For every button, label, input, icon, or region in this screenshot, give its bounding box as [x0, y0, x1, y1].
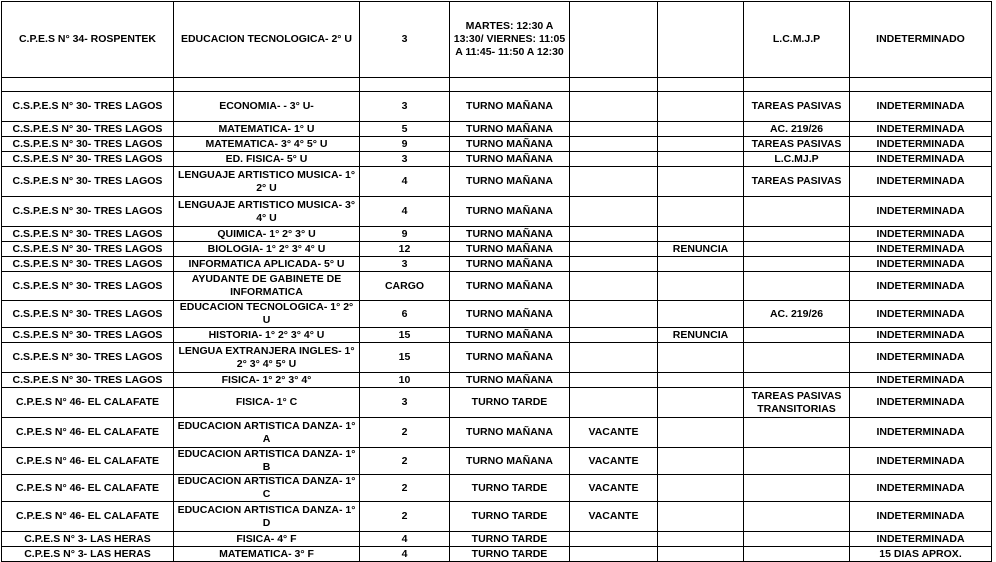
school-cell: C.P.E.S N° 34- ROSPENTEK — [2, 2, 174, 78]
hours-cell: 10 — [360, 373, 450, 388]
leave-type-cell — [744, 475, 850, 502]
leave-type-cell — [744, 448, 850, 475]
vacancy-status-cell — [570, 547, 658, 562]
school-cell: C.P.E.S N° 46- EL CALAFATE — [2, 388, 174, 418]
duration-cell: INDETERMINADA — [850, 328, 992, 343]
duration-cell: INDETERMINADA — [850, 418, 992, 448]
duration-cell: INDETERMINADA — [850, 167, 992, 197]
table-row — [2, 532, 992, 547]
duration-cell: INDETERMINADA — [850, 137, 992, 152]
leave-type-cell — [744, 78, 850, 92]
duration-cell: INDETERMINADA — [850, 257, 992, 272]
resignation-cell — [658, 418, 744, 448]
table-row — [2, 448, 992, 475]
vacancy-status-cell — [570, 373, 658, 388]
table-body — [2, 2, 992, 562]
hours-cell: 4 — [360, 532, 450, 547]
vacancy-status-cell — [570, 122, 658, 137]
resignation-cell — [658, 2, 744, 78]
hours-cell: 2 — [360, 418, 450, 448]
table-row — [2, 272, 992, 301]
school-cell: C.S.P.E.S N° 30- TRES LAGOS — [2, 137, 174, 152]
subject-cell: BIOLOGIA- 1° 2° 3° 4° U — [174, 242, 360, 257]
leave-type-cell — [744, 418, 850, 448]
hours-cell: 3 — [360, 152, 450, 167]
resignation-cell: RENUNCIA — [658, 242, 744, 257]
leave-type-cell — [744, 257, 850, 272]
schedule-cell: TURNO MAÑANA — [450, 167, 570, 197]
leave-type-cell: L.C.M.J.P — [744, 2, 850, 78]
table-row — [2, 301, 992, 328]
vacancy-status-cell — [570, 242, 658, 257]
resignation-cell — [658, 122, 744, 137]
subject-cell: ED. FISICA- 5° U — [174, 152, 360, 167]
resignation-cell — [658, 343, 744, 373]
school-cell: C.S.P.E.S N° 30- TRES LAGOS — [2, 272, 174, 301]
schedule-cell: TURNO TARDE — [450, 532, 570, 547]
vacancy-status-cell — [570, 92, 658, 122]
leave-type-cell — [744, 227, 850, 242]
schedule-cell: TURNO MAÑANA — [450, 197, 570, 227]
table-row — [2, 475, 992, 502]
resignation-cell — [658, 227, 744, 242]
subject-cell — [174, 78, 360, 92]
subject-cell: EDUCACION ARTISTICA DANZA- 1° A — [174, 418, 360, 448]
subject-cell: QUIMICA- 1° 2° 3° U — [174, 227, 360, 242]
resignation-cell — [658, 152, 744, 167]
subject-cell: ECONOMIA- - 3° U- — [174, 92, 360, 122]
subject-cell: LENGUAJE ARTISTICO MUSICA- 1° 2° U — [174, 167, 360, 197]
school-cell: C.S.P.E.S N° 30- TRES LAGOS — [2, 152, 174, 167]
subject-cell: MATEMATICA- 3° F — [174, 547, 360, 562]
table-row — [2, 328, 992, 343]
hours-cell: CARGO — [360, 272, 450, 301]
subject-cell: AYUDANTE DE GABINETE DE INFORMATICA — [174, 272, 360, 301]
subject-cell: EDUCACION TECNOLOGICA- 1° 2° U — [174, 301, 360, 328]
resignation-cell — [658, 92, 744, 122]
hours-cell — [360, 78, 450, 92]
hours-cell: 3 — [360, 2, 450, 78]
schedule-cell: TURNO MAÑANA — [450, 301, 570, 328]
hours-cell: 2 — [360, 448, 450, 475]
leave-type-cell — [744, 242, 850, 257]
leave-type-cell — [744, 328, 850, 343]
resignation-cell — [658, 373, 744, 388]
hours-cell: 2 — [360, 475, 450, 502]
schedule-cell: TURNO TARDE — [450, 475, 570, 502]
vacancy-status-cell: VACANTE — [570, 502, 658, 532]
table-row — [2, 137, 992, 152]
duration-cell: INDETERMINADA — [850, 152, 992, 167]
leave-type-cell — [744, 373, 850, 388]
resignation-cell — [658, 502, 744, 532]
subject-cell: EDUCACION ARTISTICA DANZA- 1° C — [174, 475, 360, 502]
resignation-cell — [658, 197, 744, 227]
vacancy-status-cell — [570, 272, 658, 301]
duration-cell: INDETERMINADA — [850, 502, 992, 532]
schedule-cell: TURNO MAÑANA — [450, 373, 570, 388]
resignation-cell: RENUNCIA — [658, 328, 744, 343]
school-cell: C.S.P.E.S N° 30- TRES LAGOS — [2, 257, 174, 272]
duration-cell — [850, 78, 992, 92]
hours-cell: 3 — [360, 92, 450, 122]
resignation-cell — [658, 137, 744, 152]
resignation-cell — [658, 78, 744, 92]
resignation-cell — [658, 272, 744, 301]
table-row — [2, 122, 992, 137]
schedule-cell: TURNO MAÑANA — [450, 137, 570, 152]
leave-type-cell: TAREAS PASIVAS — [744, 167, 850, 197]
duration-cell: INDETERMINADA — [850, 242, 992, 257]
subject-cell: INFORMATICA APLICADA- 5° U — [174, 257, 360, 272]
table-row — [2, 373, 992, 388]
hours-cell: 9 — [360, 137, 450, 152]
school-cell: C.P.E.S N° 3- LAS HERAS — [2, 532, 174, 547]
subject-cell: FISICA- 1° C — [174, 388, 360, 418]
school-cell: C.S.P.E.S N° 30- TRES LAGOS — [2, 343, 174, 373]
schedule-cell: TURNO TARDE — [450, 388, 570, 418]
schedule-cell: TURNO MAÑANA — [450, 448, 570, 475]
leave-type-cell: TAREAS PASIVAS — [744, 92, 850, 122]
resignation-cell — [658, 547, 744, 562]
vacancy-status-cell — [570, 167, 658, 197]
school-cell: C.P.E.S N° 46- EL CALAFATE — [2, 448, 174, 475]
vacancy-status-cell — [570, 152, 658, 167]
subject-cell: EDUCACION TECNOLOGICA- 2° U — [174, 2, 360, 78]
school-cell: C.S.P.E.S N° 30- TRES LAGOS — [2, 328, 174, 343]
subject-cell: LENGUAJE ARTISTICO MUSICA- 3° 4° U — [174, 197, 360, 227]
duration-cell: INDETERMINADA — [850, 448, 992, 475]
duration-cell: INDETERMINADA — [850, 532, 992, 547]
table-row — [2, 257, 992, 272]
schedule-cell: TURNO MAÑANA — [450, 343, 570, 373]
schedule-cell: TURNO MAÑANA — [450, 227, 570, 242]
duration-cell: INDETERMINADA — [850, 92, 992, 122]
vacancy-status-cell — [570, 257, 658, 272]
school-cell: C.S.P.E.S N° 30- TRES LAGOS — [2, 373, 174, 388]
duration-cell: INDETERMINADA — [850, 373, 992, 388]
table-row — [2, 152, 992, 167]
duration-cell: INDETERMINADA — [850, 388, 992, 418]
school-cell: C.P.E.S N° 46- EL CALAFATE — [2, 502, 174, 532]
schedule-cell: MARTES: 12:30 A 13:30/ VIERNES: 11:05 A 11:45- 11:50 A 12:30 — [450, 2, 570, 78]
schedule-cell: TURNO MAÑANA — [450, 257, 570, 272]
hours-cell: 12 — [360, 242, 450, 257]
school-cell: C.S.P.E.S N° 30- TRES LAGOS — [2, 227, 174, 242]
school-cell: C.S.P.E.S N° 30- TRES LAGOS — [2, 301, 174, 328]
hours-cell: 4 — [360, 167, 450, 197]
school-cell — [2, 78, 174, 92]
hours-cell: 15 — [360, 328, 450, 343]
duration-cell: INDETERMINADA — [850, 122, 992, 137]
leave-type-cell: TAREAS PASIVAS — [744, 137, 850, 152]
vacancy-status-cell: VACANTE — [570, 475, 658, 502]
school-cell: C.S.P.E.S N° 30- TRES LAGOS — [2, 197, 174, 227]
resignation-cell — [658, 257, 744, 272]
subject-cell: EDUCACION ARTISTICA DANZA- 1° B — [174, 448, 360, 475]
leave-type-cell — [744, 272, 850, 301]
vacancy-status-cell: VACANTE — [570, 448, 658, 475]
resignation-cell — [658, 167, 744, 197]
schedule-cell: TURNO TARDE — [450, 502, 570, 532]
subject-cell: MATEMATICA- 3° 4° 5° U — [174, 137, 360, 152]
hours-cell: 15 — [360, 343, 450, 373]
duration-cell: INDETERMINADA — [850, 343, 992, 373]
vacancy-status-cell — [570, 2, 658, 78]
subject-cell: EDUCACION ARTISTICA DANZA- 1° D — [174, 502, 360, 532]
table-row — [2, 167, 992, 197]
table-row — [2, 547, 992, 562]
subject-cell: FISICA- 1° 2° 3° 4° — [174, 373, 360, 388]
duration-cell: INDETERMINADO — [850, 2, 992, 78]
duration-cell: INDETERMINADA — [850, 475, 992, 502]
subject-cell: FISICA- 4° F — [174, 532, 360, 547]
duration-cell: INDETERMINADA — [850, 272, 992, 301]
schedule-cell: TURNO MAÑANA — [450, 328, 570, 343]
duration-cell: INDETERMINADA — [850, 227, 992, 242]
school-cell: C.P.E.S N° 46- EL CALAFATE — [2, 475, 174, 502]
duration-cell: 15 DIAS APROX. — [850, 547, 992, 562]
leave-type-cell — [744, 343, 850, 373]
schedule-cell — [450, 78, 570, 92]
vacancy-status-cell — [570, 227, 658, 242]
schedule-cell: TURNO MAÑANA — [450, 418, 570, 448]
leave-type-cell: AC. 219/26 — [744, 122, 850, 137]
resignation-cell — [658, 475, 744, 502]
vacancy-status-cell — [570, 532, 658, 547]
table-row — [2, 2, 992, 78]
table-row — [2, 242, 992, 257]
resignation-cell — [658, 301, 744, 328]
vacancy-status-cell — [570, 343, 658, 373]
hours-cell: 5 — [360, 122, 450, 137]
table-row — [2, 418, 992, 448]
hours-cell: 4 — [360, 197, 450, 227]
hours-cell: 2 — [360, 502, 450, 532]
school-cell: C.S.P.E.S N° 30- TRES LAGOS — [2, 92, 174, 122]
table-row — [2, 92, 992, 122]
leave-type-cell: AC. 219/26 — [744, 301, 850, 328]
resignation-cell — [658, 388, 744, 418]
leave-type-cell — [744, 547, 850, 562]
subject-cell: HISTORIA- 1° 2° 3° 4° U — [174, 328, 360, 343]
school-cell: C.S.P.E.S N° 30- TRES LAGOS — [2, 167, 174, 197]
school-cell: C.S.P.E.S N° 30- TRES LAGOS — [2, 242, 174, 257]
schedule-cell: TURNO TARDE — [450, 547, 570, 562]
school-cell: C.P.E.S N° 46- EL CALAFATE — [2, 418, 174, 448]
vacancy-status-cell — [570, 388, 658, 418]
vacancy-status-cell — [570, 301, 658, 328]
vacancy-status-cell — [570, 197, 658, 227]
leave-type-cell — [744, 197, 850, 227]
hours-cell: 9 — [360, 227, 450, 242]
leave-type-cell: TAREAS PASIVAS TRANSITORIAS — [744, 388, 850, 418]
table-row — [2, 388, 992, 418]
schedule-cell: TURNO MAÑANA — [450, 122, 570, 137]
leave-type-cell — [744, 532, 850, 547]
duration-cell: INDETERMINADA — [850, 301, 992, 328]
school-cell: C.S.P.E.S N° 30- TRES LAGOS — [2, 122, 174, 137]
table-row — [2, 78, 992, 92]
table-row — [2, 227, 992, 242]
schedule-cell: TURNO MAÑANA — [450, 242, 570, 257]
table-row — [2, 197, 992, 227]
schedule-cell: TURNO MAÑANA — [450, 92, 570, 122]
subject-cell: MATEMATICA- 1° U — [174, 122, 360, 137]
vacancy-status-cell: VACANTE — [570, 418, 658, 448]
vacancy-status-cell — [570, 328, 658, 343]
leave-type-cell — [744, 502, 850, 532]
schedule-cell: TURNO MAÑANA — [450, 272, 570, 301]
vacancy-table — [1, 1, 992, 562]
subject-cell: LENGUA EXTRANJERA INGLES- 1° 2° 3° 4° 5° U — [174, 343, 360, 373]
table-row — [2, 502, 992, 532]
duration-cell: INDETERMINADA — [850, 197, 992, 227]
leave-type-cell: L.C.MJ.P — [744, 152, 850, 167]
hours-cell: 3 — [360, 388, 450, 418]
school-cell: C.P.E.S N° 3- LAS HERAS — [2, 547, 174, 562]
hours-cell: 4 — [360, 547, 450, 562]
vacancy-status-cell — [570, 137, 658, 152]
resignation-cell — [658, 532, 744, 547]
hours-cell: 6 — [360, 301, 450, 328]
hours-cell: 3 — [360, 257, 450, 272]
resignation-cell — [658, 448, 744, 475]
table-row — [2, 343, 992, 373]
vacancy-status-cell — [570, 78, 658, 92]
schedule-cell: TURNO MAÑANA — [450, 152, 570, 167]
